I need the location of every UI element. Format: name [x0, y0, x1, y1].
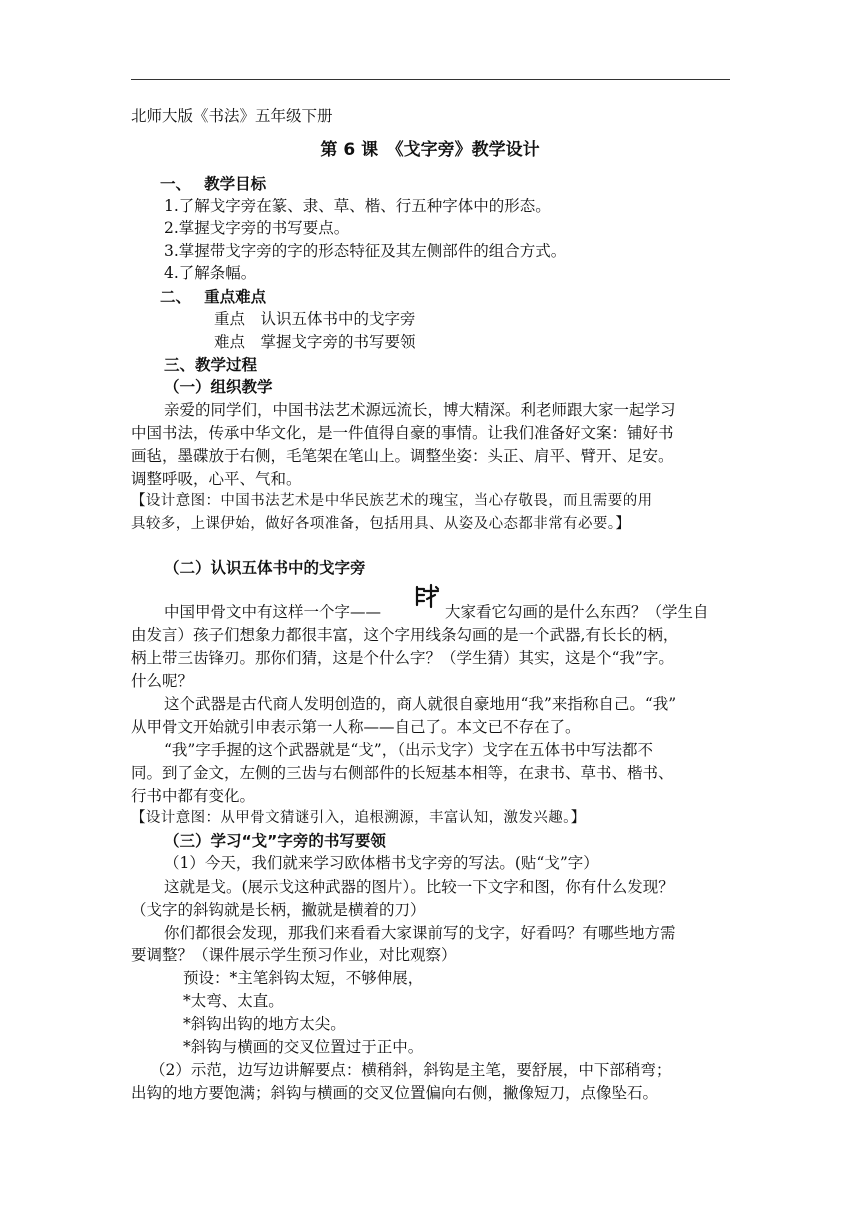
- part1-paragraph-line: 画毡，墨碟放于右侧，毛笔架在笔山上。调整坐姿：头正、肩平、臂开、足安。: [131, 447, 674, 465]
- keypoint-key: 重点 认识五体书中的戈字旁: [214, 310, 416, 328]
- objective-item: 1.了解戈字旁在篆、隶、草、楷、行五种字体中的形态。: [164, 197, 551, 215]
- oracle-bone-wo-icon: [414, 583, 440, 609]
- preset-item: 预设：*主笔斜钩太短，不够伸展，: [183, 969, 424, 987]
- preset-item: *斜钩出钩的地方太尖。: [183, 1015, 346, 1033]
- part2-paragraph-line: 同。到了金文，左侧的三齿与右侧部件的长短基本相等，在隶书、草书、楷书、: [131, 764, 674, 782]
- part1-paragraph-line: 中国书法，传承中华文化，是一件值得自豪的事情。让我们准备好文案：铺好书: [131, 424, 674, 442]
- objective-item: 4.了解条幅。: [164, 264, 257, 282]
- objectives-heading: 一、 教学目标: [160, 175, 267, 193]
- design-note: 具较多，上课伊始，做好各项准备，包括用具、从姿及心态都非常有必要。】: [131, 516, 631, 532]
- keypoints-heading: 二、 重点难点: [160, 288, 267, 306]
- part2-paragraph-line: 行书中都有变化。: [131, 787, 256, 805]
- part2-paragraph-line: 由发言）孩子们想象力都很丰富，这个字用线条勾画的是一个武器,有长长的柄，: [131, 626, 679, 644]
- objective-item: 3.掌握带戈字旁的字的形态特征及其左侧部件的组合方式。: [164, 242, 567, 260]
- process-heading: 三、教学过程: [164, 356, 258, 374]
- book-label: 北师大版《书法》五年级下册: [131, 107, 333, 125]
- preset-item: *斜钩与横画的交叉位置过于正中。: [183, 1038, 424, 1056]
- part3-paragraph-line: （2）示范，边写边讲解要点：横稍斜，斜钩是主笔，要舒展，中下部稍弯；: [150, 1061, 672, 1079]
- part2-paragraph-line: 柄上带三齿锋刃。那你们猜，这是个什么字？（学生猜）其实，这是个“我”字。: [131, 649, 674, 667]
- part2-paragraph-line: 这个武器是古代商人发明创造的，商人就很自豪地用“我”来指称自己。“我”: [164, 695, 677, 713]
- part3-paragraph-line: 这就是戈。(展示戈这种武器的图片）。比较一下文字和图，你有什么发现？: [164, 878, 674, 896]
- part3-paragraph-line: 要调整？（课件展示学生预习作业，对比观察）: [131, 946, 457, 964]
- page-title: 第 6 课 《戈字旁》教学设计: [320, 140, 540, 160]
- part2-paragraph-line: 从甲骨文开始就引申表示第一人称——自己了。本文已不存在了。: [131, 718, 581, 736]
- header-rule: [131, 79, 730, 80]
- part2-line-after: 大家看它勾画的是什么东西？（学生自: [445, 603, 709, 621]
- part3-paragraph-line: （戈字的斜钩就是长柄，撇就是横着的刀）: [131, 901, 426, 919]
- part3-paragraph-line: 你们都很会发现，那我们来看看大家课前写的戈字，好看吗？有哪些地方需: [164, 924, 676, 942]
- part2-paragraph-line: “我”字手握的这个武器就是“戈”，（出示戈字）戈字在五体书中写法都不: [164, 741, 653, 759]
- part1-paragraph-line: 亲爱的同学们，中国书法艺术源远流长，博大精深。利老师跟大家一起学习: [164, 401, 676, 419]
- part1-heading: （一）组织教学: [164, 378, 273, 396]
- design-note: 【设计意图：从甲骨文猜谜引入，追根溯源，丰富认知，激发兴趣。】: [131, 810, 586, 826]
- part2-line-before: 中国甲骨文中有这样一个字——: [164, 603, 382, 621]
- part1-paragraph-line: 调整呼吸，心平、气和。: [131, 470, 302, 488]
- design-note: 【设计意图：中国书法艺术是中华民族艺术的瑰宝，当心存敬畏，而且需要的用: [131, 493, 653, 509]
- part3-paragraph-line: 出钩的地方要饱满；斜钩与横画的交叉位置偏向右侧，撇像短刀，点像坠石。: [131, 1084, 659, 1102]
- part3-paragraph-line: （1）今天，我们就来学习欧体楷书戈字旁的写法。(贴“戈”字）: [164, 854, 599, 872]
- objective-item: 2.掌握戈字旁的书写要点。: [164, 219, 350, 237]
- preset-item: *太弯、太直。: [183, 992, 284, 1010]
- part2-paragraph-line: 什么呢？: [131, 672, 194, 690]
- part2-heading: （二）认识五体书中的戈字旁: [164, 559, 366, 577]
- keypoint-difficult: 难点 掌握戈字旁的书写要领: [214, 333, 416, 351]
- part3-heading: （三）学习“戈”字旁的书写要领: [164, 832, 386, 850]
